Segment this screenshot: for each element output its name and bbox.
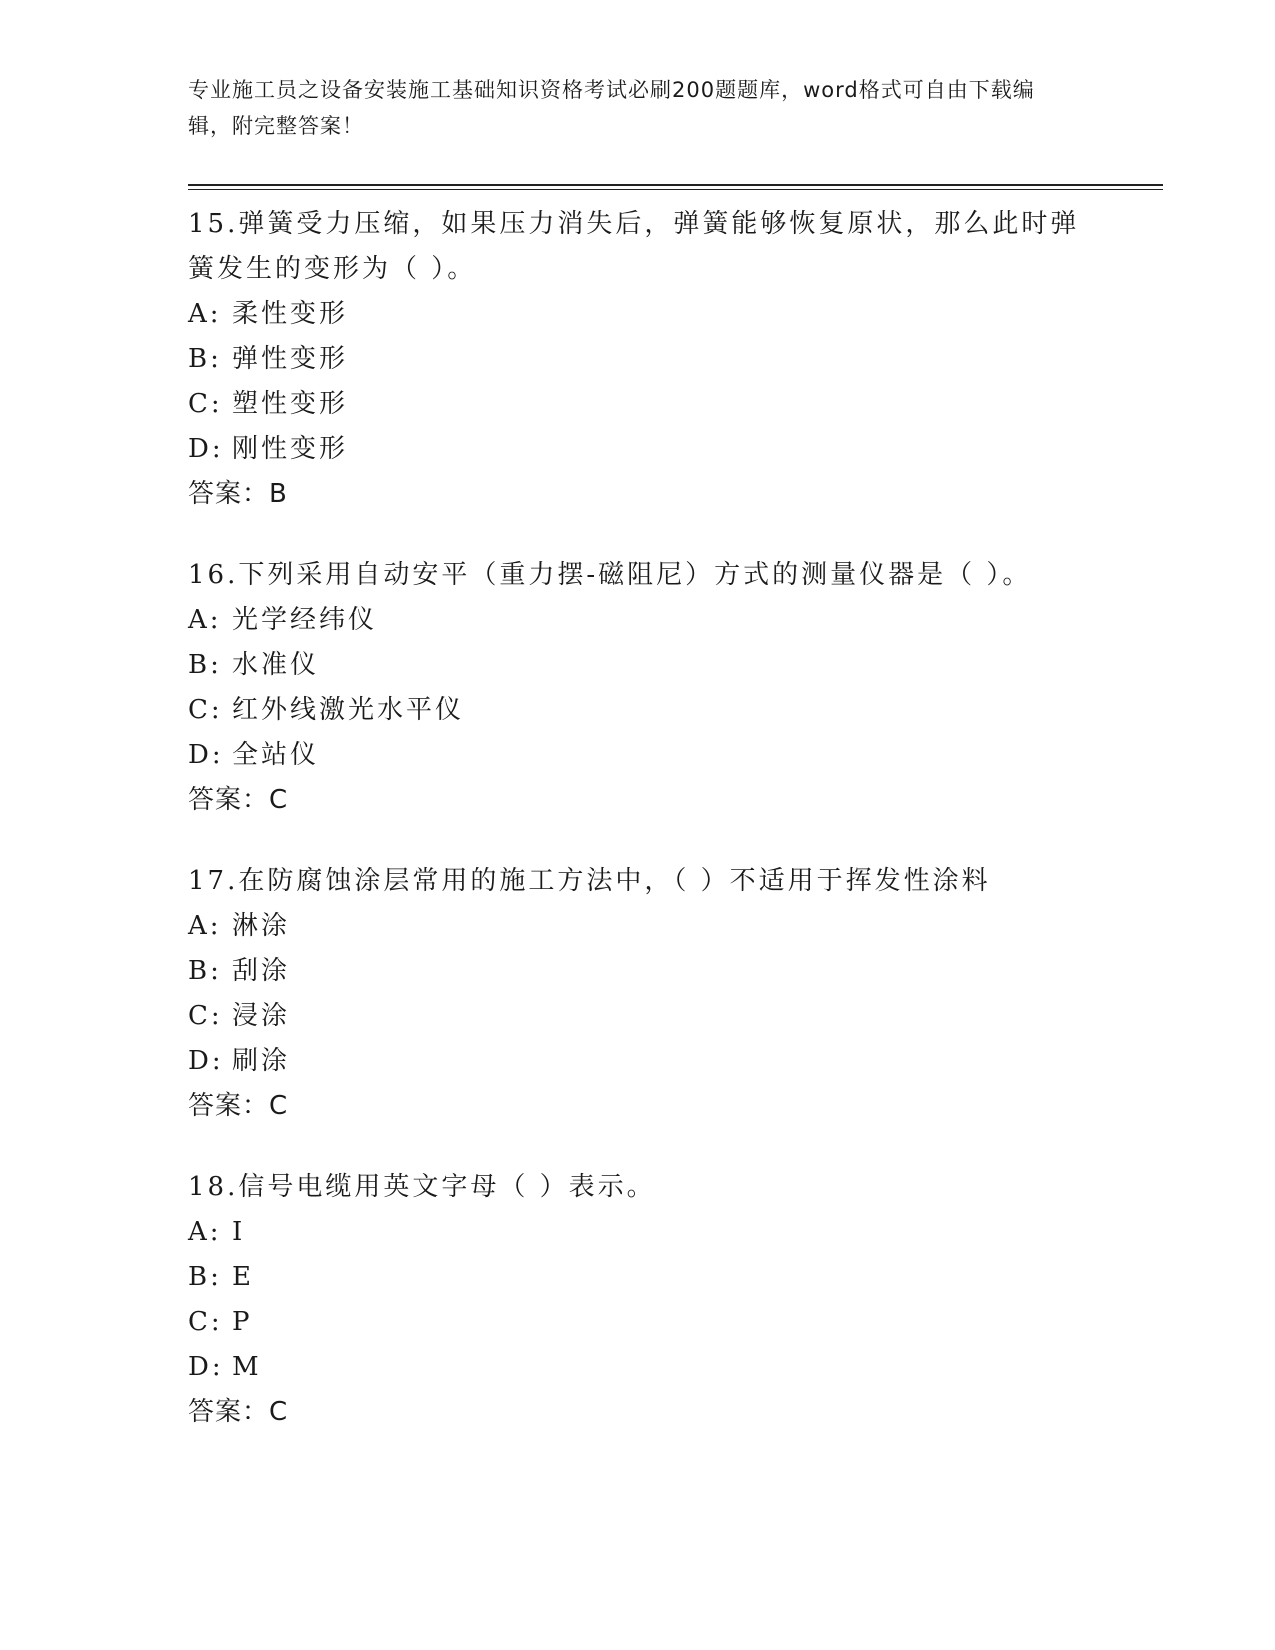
option-text: 全站仪 xyxy=(232,740,320,770)
option-b xyxy=(188,949,1163,994)
option-d xyxy=(188,427,1163,472)
option-text: 刚性变形 xyxy=(232,434,349,464)
option-text: I xyxy=(232,1217,246,1247)
option-c xyxy=(188,994,1163,1039)
header-divider xyxy=(188,184,1163,190)
option-key: B: xyxy=(188,956,222,986)
option-text: 刷涂 xyxy=(232,1046,291,1076)
option-key: D: xyxy=(188,1046,224,1076)
option-c xyxy=(188,382,1163,427)
option-d xyxy=(188,1039,1163,1084)
question-stem: 18.信号电缆用英文字母（ ）表示。 xyxy=(188,1172,656,1202)
option-b xyxy=(188,643,1163,688)
option-key: A: xyxy=(188,911,222,941)
option-a xyxy=(188,904,1163,949)
option-text: 塑性变形 xyxy=(232,389,349,419)
question-16 xyxy=(188,553,1163,823)
option-text: 淋涂 xyxy=(232,911,291,941)
answer-line: 答案：C xyxy=(188,1091,289,1121)
answer-line: 答案：C xyxy=(188,785,289,815)
answer-line: 答案：C xyxy=(188,1397,289,1427)
option-key: A: xyxy=(188,299,222,329)
option-d xyxy=(188,1345,1163,1390)
question-stem: 17.在防腐蚀涂层常用的施工方法中，（ ）不适用于挥发性涂料 xyxy=(188,866,991,896)
question-stem: 16.下列采用自动安平（重力摆-磁阻尼）方式的测量仪器是（ ）。 xyxy=(188,560,1032,590)
option-text: 水准仪 xyxy=(232,650,320,680)
option-text: E xyxy=(232,1262,254,1292)
question-17 xyxy=(188,859,1163,1129)
option-c xyxy=(188,1300,1163,1345)
option-a xyxy=(188,292,1163,337)
option-text: 弹性变形 xyxy=(232,344,349,374)
option-key: C: xyxy=(188,389,223,419)
option-key: C: xyxy=(188,1307,223,1337)
option-b xyxy=(188,337,1163,382)
option-text: 红外线激光水平仪 xyxy=(232,695,465,725)
option-key: C: xyxy=(188,695,223,725)
option-a xyxy=(188,1210,1163,1255)
answer-line: 答案：B xyxy=(188,479,288,509)
option-key: B: xyxy=(188,344,222,374)
option-key: D: xyxy=(188,434,224,464)
option-text: M xyxy=(232,1352,262,1382)
question-15 xyxy=(188,202,1163,517)
option-d xyxy=(188,733,1163,778)
option-text: 浸涂 xyxy=(232,1001,291,1031)
option-text: 柔性变形 xyxy=(232,299,349,329)
option-key: A: xyxy=(188,605,222,635)
option-key: B: xyxy=(188,650,222,680)
option-key: D: xyxy=(188,1352,224,1382)
question-stem: 15.弹簧受力压缩，如果压力消失后，弹簧能够恢复原状，那么此时弹簧发生的变形为（ ）。 xyxy=(188,209,1080,284)
option-key: C: xyxy=(188,1001,223,1031)
option-text: P xyxy=(232,1307,253,1337)
option-c xyxy=(188,688,1163,733)
question-18 xyxy=(188,1165,1163,1435)
option-key: A: xyxy=(188,1217,222,1247)
option-text: 光学经纬仪 xyxy=(232,605,378,635)
option-key: B: xyxy=(188,1262,222,1292)
option-b xyxy=(188,1255,1163,1300)
document-page xyxy=(188,72,1163,1435)
option-a xyxy=(188,598,1163,643)
option-key: D: xyxy=(188,740,224,770)
option-text: 刮涂 xyxy=(232,956,291,986)
document-header: 专业施工员之设备安装施工基础知识资格考试必刷200题题库，word格式可自由下载编辑，附完整答案！ xyxy=(188,78,1035,138)
